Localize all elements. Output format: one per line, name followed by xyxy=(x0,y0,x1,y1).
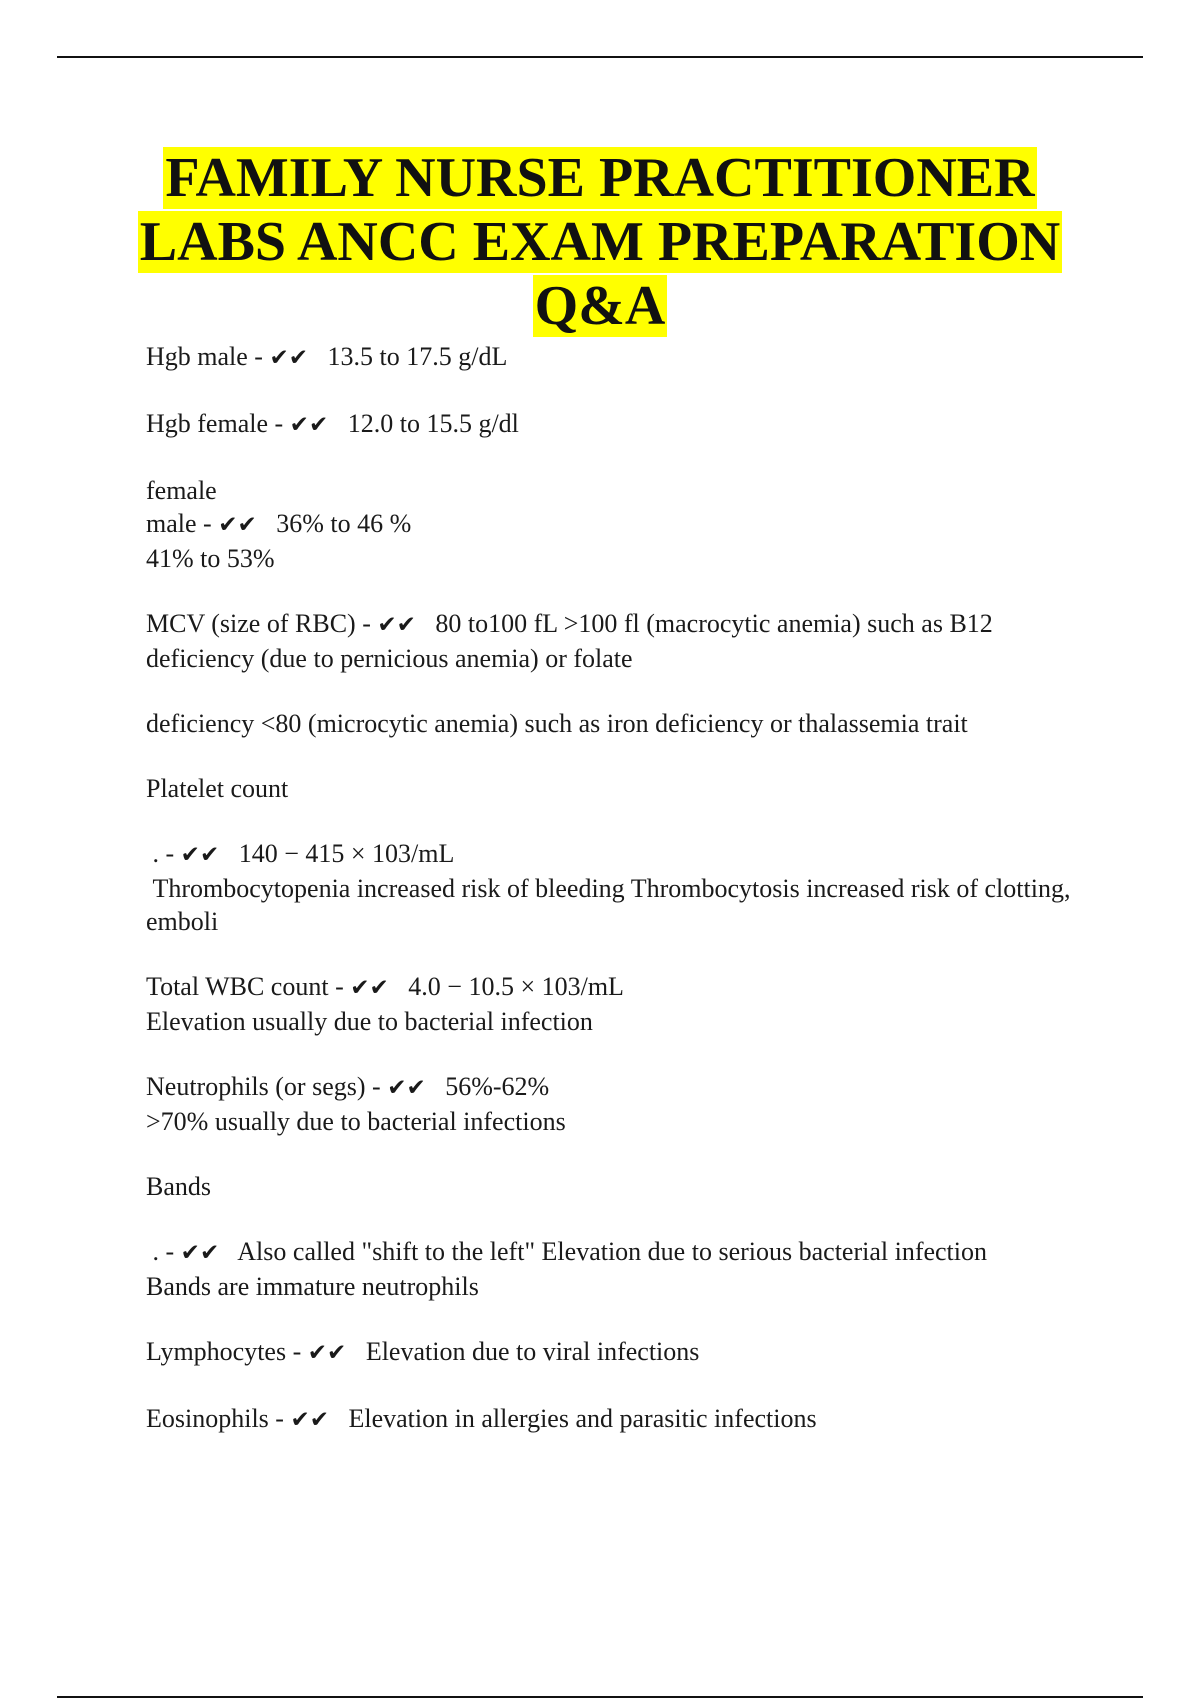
qa-answer: 4.0 − 10.5 × 103/mL xyxy=(388,972,624,1001)
qa-text: female xyxy=(146,476,217,505)
qa-line xyxy=(146,507,1086,542)
qa-answer: 140 − 415 × 103/mL xyxy=(219,839,455,868)
qa-text: deficiency <80 (microcytic anemia) such as iron deficiency or thalassemia trait xyxy=(146,709,968,738)
qa-answer: Elevation in allergies and parasitic infections xyxy=(329,1404,817,1433)
checkmark-icon: ✔✔ xyxy=(289,412,329,438)
title-text-1: FAMILY NURSE PRACTITIONER xyxy=(165,147,1035,209)
qa-line xyxy=(146,607,1086,675)
title-line-3 xyxy=(57,274,1143,338)
qa-text: 41% to 53% xyxy=(146,544,275,573)
qa-text: MCV (size of RBC) - xyxy=(146,609,378,638)
checkmark-icon: ✔✔ xyxy=(218,512,257,538)
checkmark-icon: ✔✔ xyxy=(269,345,309,371)
qa-line xyxy=(146,1270,1086,1303)
checkmark-icon: ✔✔ xyxy=(377,612,416,638)
qa-line xyxy=(146,1105,1086,1138)
qa-text: Bands xyxy=(146,1172,211,1201)
qa-line xyxy=(146,1005,1086,1038)
qa-line xyxy=(146,407,1086,442)
checkmark-icon: ✔✔ xyxy=(290,1407,329,1433)
qa-answer: 56%-62% xyxy=(425,1072,550,1101)
top-rule xyxy=(57,56,1143,58)
qa-line xyxy=(146,474,1086,507)
qa-answer: 12.0 to 15.5 g/dl xyxy=(328,409,519,438)
qa-item xyxy=(146,1235,1086,1303)
qa-list xyxy=(146,340,1086,1469)
qa-line xyxy=(146,1335,1086,1370)
qa-answer: 36% to 46 % xyxy=(256,509,412,538)
qa-answer: Also called "shift to the left" Elevation due to serious bacterial infection xyxy=(219,1237,988,1266)
qa-text: Bands are immature neutrophils xyxy=(146,1272,479,1301)
qa-text: Platelet count xyxy=(146,774,289,803)
qa-line xyxy=(146,872,1086,938)
qa-answer: 80 to100 fL >100 fl (macrocytic anemia) such as B12 deficiency (due to pernicious anemia) or folate xyxy=(146,609,1000,673)
qa-line xyxy=(146,340,1086,375)
qa-item xyxy=(146,607,1086,675)
qa-item xyxy=(146,970,1086,1038)
qa-item xyxy=(146,1170,1086,1203)
qa-text: . - xyxy=(146,839,181,868)
checkmark-icon: ✔✔ xyxy=(180,1240,220,1266)
checkmark-icon: ✔✔ xyxy=(387,1075,426,1101)
qa-line xyxy=(146,772,1086,805)
qa-line xyxy=(146,837,1086,872)
title-line-2 xyxy=(57,210,1143,274)
qa-item xyxy=(146,340,1086,375)
qa-item xyxy=(146,837,1086,938)
qa-text: >70% usually due to bacterial infections xyxy=(146,1107,566,1136)
checkmark-icon: ✔✔ xyxy=(180,842,220,868)
qa-text: Neutrophils (or segs) - xyxy=(146,1072,388,1101)
qa-answer: Elevation due to viral infections xyxy=(346,1337,700,1366)
qa-text: Total WBC count - xyxy=(146,972,351,1001)
qa-answer: 13.5 to 17.5 g/dL xyxy=(308,342,508,371)
qa-line xyxy=(146,1402,1086,1437)
qa-text: Eosinophils - xyxy=(146,1404,291,1433)
qa-text: . - xyxy=(146,1237,181,1266)
qa-text: Elevation usually due to bacterial infection xyxy=(146,1007,593,1036)
qa-item xyxy=(146,1402,1086,1437)
checkmark-icon: ✔✔ xyxy=(350,975,389,1001)
document-title xyxy=(57,146,1143,338)
qa-text: male - xyxy=(146,509,219,538)
checkmark-icon: ✔✔ xyxy=(307,1340,347,1366)
qa-line xyxy=(146,542,1086,575)
qa-text: Thrombocytopenia increased risk of bleeding Thrombocytosis increased risk of clotting, emboli xyxy=(146,874,1077,936)
qa-text: Lymphocytes - xyxy=(146,1337,308,1366)
qa-item xyxy=(146,474,1086,575)
qa-line xyxy=(146,1070,1086,1105)
qa-line xyxy=(146,707,1086,740)
qa-item xyxy=(146,772,1086,805)
qa-line xyxy=(146,1235,1086,1270)
title-text-2: LABS ANCC EXAM PREPARATION xyxy=(139,211,1061,273)
qa-text: Hgb male - xyxy=(146,342,270,371)
qa-line xyxy=(146,970,1086,1005)
qa-text: Hgb female - xyxy=(146,409,290,438)
title-text-3: Q&A xyxy=(534,275,666,337)
title-line-1 xyxy=(57,146,1143,210)
qa-item xyxy=(146,1070,1086,1138)
qa-item xyxy=(146,707,1086,740)
qa-item xyxy=(146,1335,1086,1370)
bottom-rule xyxy=(57,1696,1143,1698)
qa-item xyxy=(146,407,1086,442)
qa-line xyxy=(146,1170,1086,1203)
